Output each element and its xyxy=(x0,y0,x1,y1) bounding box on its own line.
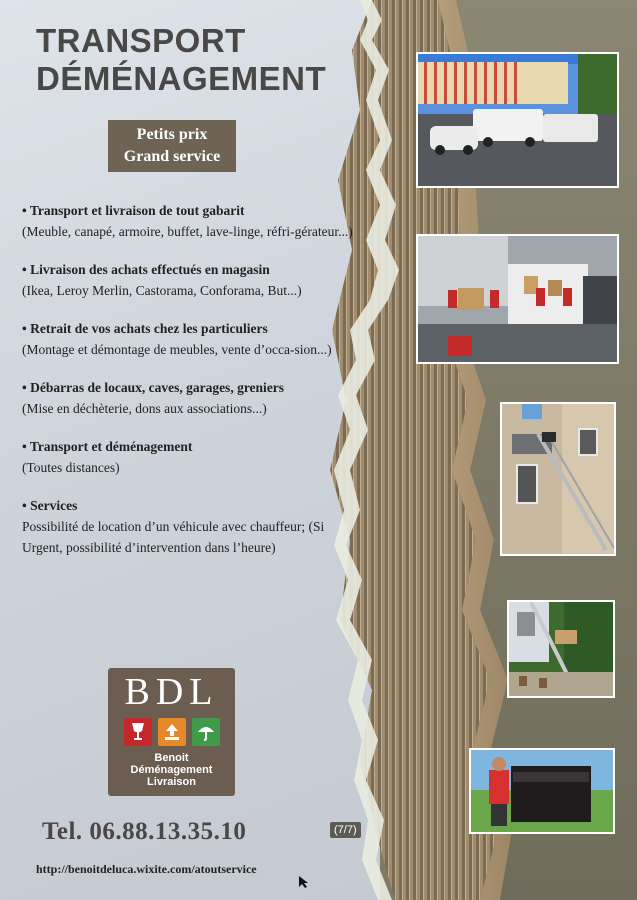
service-item xyxy=(22,377,357,419)
service-detail: Possibilité de location d’un véhicule avec chauffeur; (Si Urgent, possibilité d’intervention dans l’heure) xyxy=(22,519,325,555)
slogan-line-2: Grand service xyxy=(123,148,221,165)
slogan-line-1: Petits prix xyxy=(136,126,208,143)
this-side-up-icon xyxy=(158,718,186,746)
service-item xyxy=(22,318,357,360)
company-logo xyxy=(108,668,235,796)
title-line-2: DÉMÉNAGEMENT xyxy=(36,60,327,97)
service-detail: (Mise en déchèterie, dons aux associations...) xyxy=(22,401,267,416)
phone-number: Tel. 06.88.13.35.10 xyxy=(42,818,247,845)
service-item xyxy=(22,259,357,301)
photo-mover-with-piano xyxy=(469,748,615,834)
service-item xyxy=(22,436,357,478)
service-detail: (Montage et démontage de meubles, vente d’occa-sion...) xyxy=(22,342,332,357)
logo-initials: BDL xyxy=(124,671,219,713)
page-indicator: (7/7) xyxy=(330,822,361,838)
mouse-cursor-icon xyxy=(298,875,310,889)
service-heading: • Services xyxy=(22,498,78,513)
service-detail: (Meuble, canapé, armoire, buffet, lave-linge, réfri-gérateur...) xyxy=(22,224,353,239)
photo-vans-parking xyxy=(416,52,619,188)
keep-dry-umbrella-icon xyxy=(192,718,220,746)
service-detail: (Toutes distances) xyxy=(22,460,120,475)
service-heading: • Transport et déménagement xyxy=(22,439,193,454)
service-heading: • Transport et livraison de tout gabarit xyxy=(22,203,245,218)
service-detail: (Ikea, Leroy Merlin, Castorama, Conforama, But...) xyxy=(22,283,302,298)
website-link[interactable]: http://benoitdeluca.wixite.com/atoutservice xyxy=(36,862,257,876)
logo-company-name xyxy=(108,752,235,788)
page-title xyxy=(36,22,326,98)
services-list xyxy=(22,200,357,575)
title-line-1: TRANSPORT xyxy=(36,22,246,59)
service-heading: • Débarras de locaux, caves, garages, greniers xyxy=(22,380,285,395)
logo-name-line-1: Benoit xyxy=(154,752,189,764)
photo-movers-unloading xyxy=(416,234,619,364)
logo-name-line-3: Livraison xyxy=(147,776,196,788)
logo-icons xyxy=(108,718,235,746)
fragile-glass-icon xyxy=(124,718,152,746)
photo-furniture-lift-garden xyxy=(507,600,615,698)
logo-name-line-2: Déménagement xyxy=(130,764,213,776)
slogan-badge xyxy=(108,120,236,172)
service-heading: • Livraison des achats effectués en magasin xyxy=(22,262,270,277)
service-item xyxy=(22,495,357,558)
photo-ladder-lift-building xyxy=(500,402,616,556)
service-item xyxy=(22,200,357,242)
service-heading: • Retrait de vos achats chez les particuliers xyxy=(22,321,268,336)
